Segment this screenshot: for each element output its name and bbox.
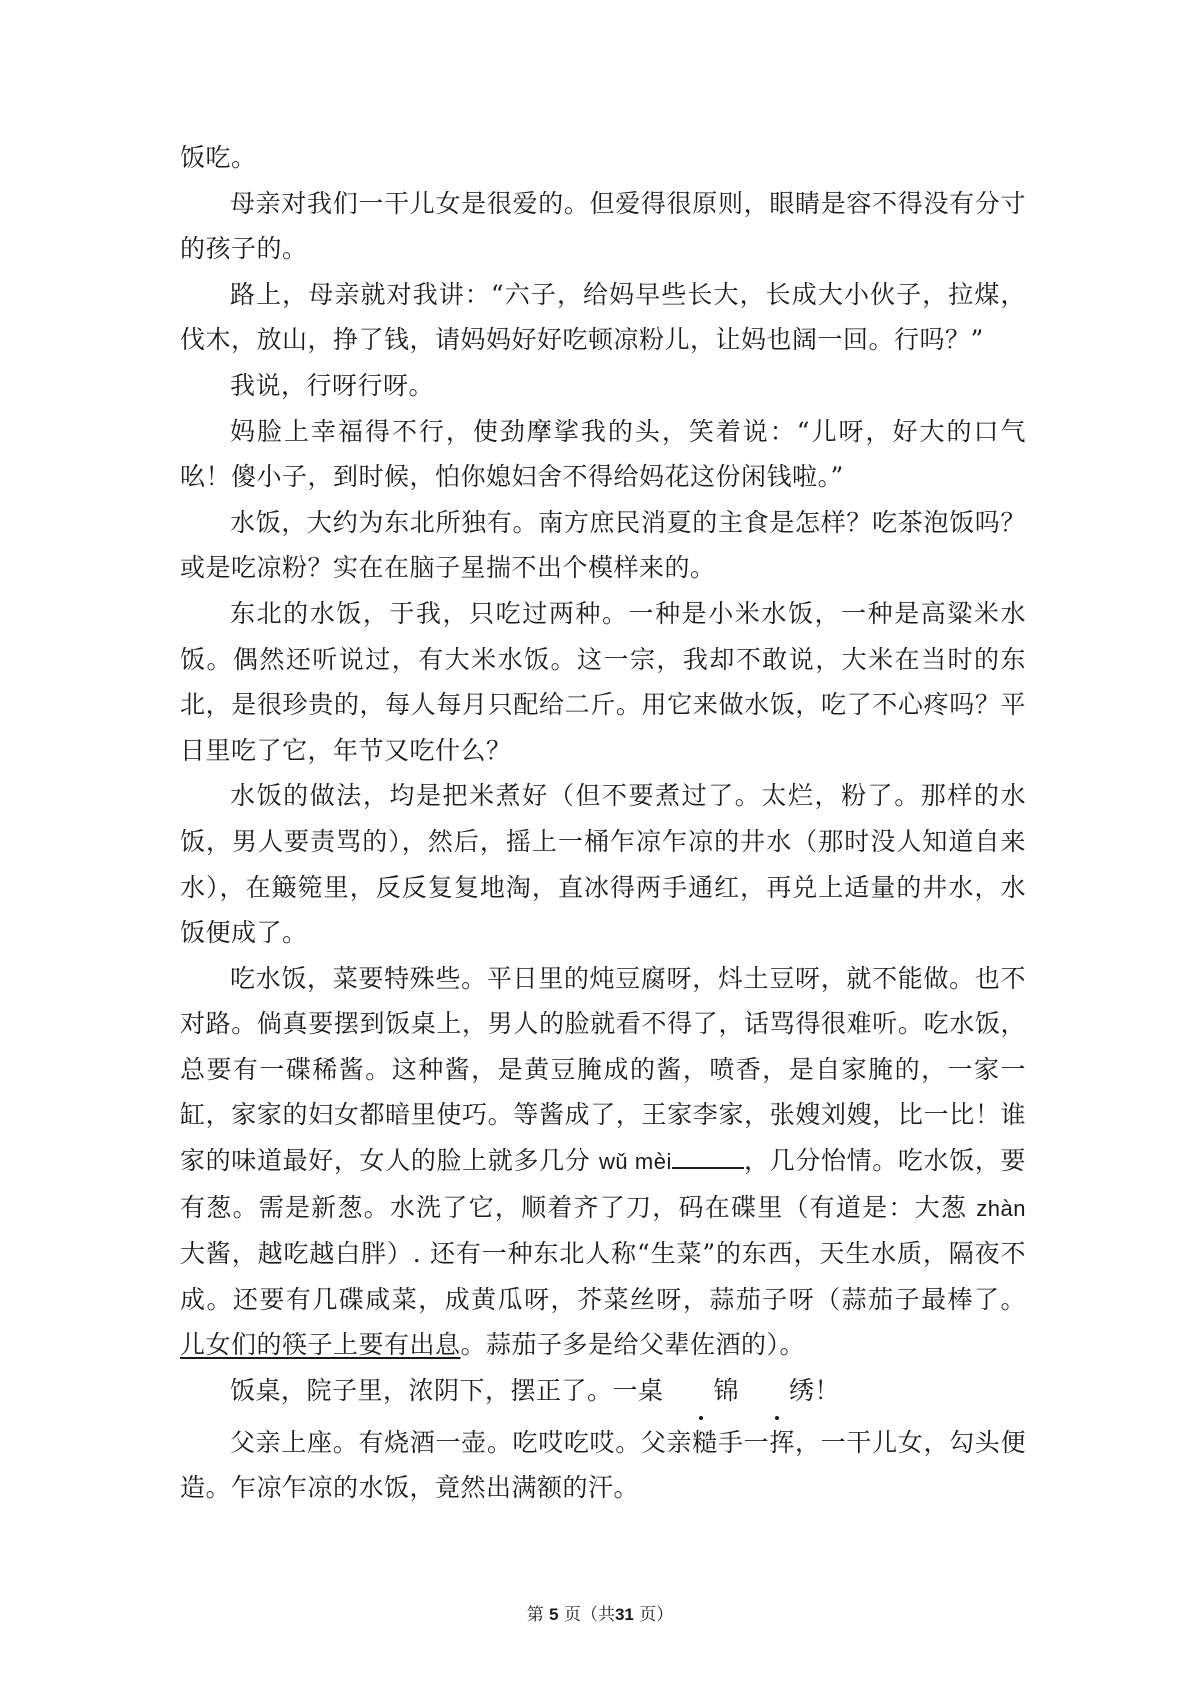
- paragraph: [180, 1368, 1026, 1414]
- paragraph: 父亲上座。有烧酒一壶。吃哎吃哎。父亲糙手一挥，一干儿女，勾头便造。乍凉乍凉的水饭，竟然出满额的汗。: [180, 1427, 1026, 1503]
- text-run: ，几分怡情。吃水饭，要有葱。需是新葱。水洗了它，顺着齐了刀，码在碟里（有道是：大葱: [180, 1146, 1026, 1222]
- paragraph: 路上，母亲就对我讲：“六子，给妈早些长大，长成大小伙子，拉煤，伐木，放山，挣了钱，请妈妈好好吃顿凉粉儿，让妈也阔一回。行吗？”: [180, 279, 1026, 355]
- paragraph: 我说，行呀行呀。: [230, 370, 435, 400]
- total-pages: 31: [614, 1605, 634, 1624]
- paragraph: [180, 956, 1026, 1368]
- text-run: 。蒜茄子多是给父辈佐酒的）。: [460, 1330, 806, 1360]
- emphasis-dot-char: 绣: [739, 1368, 815, 1414]
- page-footer: [0, 1600, 1200, 1625]
- paragraph: 妈脸上幸福得不行，使劲摩挲我的头，笑着说：“儿呀，好大的口气吆！傻小子，到时候，怕你媳妇舍不得给妈花这份闲钱啦。”: [180, 416, 1026, 492]
- emphasis-dot-char: 锦: [664, 1368, 740, 1414]
- footer-suffix: 页）: [639, 1605, 674, 1625]
- article-body: [180, 135, 1026, 1511]
- underlined-sentence: 儿女们的筷子上要有出息: [180, 1330, 461, 1360]
- page-number: 5: [549, 1605, 559, 1624]
- footer-middle: 页（共: [563, 1605, 615, 1625]
- text-run: ！: [814, 1376, 841, 1406]
- paragraph: 水饭的做法，均是把米煮好（但不要煮过了。太烂，粉了。那样的水饭，男人要责骂的），然后，摇上一桶乍凉乍凉的井水（那时没人知道自来水），在簸箢里，反反复复地淘，直冰得两手通红，再兑上适量的井水，水饭便成了。: [180, 781, 1026, 948]
- text-run: 饭桌，院子里，浓阴下，摆正了。一桌: [230, 1376, 664, 1406]
- paragraph: 东北的水饭，于我，只吃过两种。一种是小米水饭，一种是高粱米水饭。偶然还听说过，有大米水饭。这一宗，我却不敢说，大米在当时的东北，是很珍贵的，每人每月只配给二斤。用它来做水饭，吃了不心疼吗？平日里吃了它，年节又吃什么？: [180, 598, 1026, 765]
- fill-in-blank[interactable]: [672, 1145, 744, 1169]
- pinyin-prompt: zhàn: [976, 1195, 1026, 1221]
- pinyin-prompt: wǔ mèi: [599, 1149, 672, 1175]
- paragraph: 母亲对我们一干儿女是很爱的。但爱得很原则，眼睛是容不得没有分寸的孩子的。: [180, 188, 1026, 264]
- paragraph: 饭吃。: [180, 143, 257, 172]
- text-run: 大酱，越吃越白胖）. 还有一种东北人称“生菜”的东西，天生水质，隔夜不成。还要有几碟咸菜，成黄瓜呀，芥菜丝呀，蒜茄子呀（蒜茄子最棒了。: [180, 1239, 1026, 1314]
- footer-prefix: 第: [526, 1605, 544, 1625]
- paragraph: 水饭，大约为东北所独有。南方庶民消夏的主食是怎样？吃茶泡饭吗？或是吃凉粉？实在在脑子星揣不出个模样来的。: [180, 507, 1026, 583]
- text-run: 吃水饭，菜要特殊些。平日里的炖豆腐呀，炓土豆呀，就不能做。也不对路。倘真要摆到饭桌上，男人的脸就看不得了，话骂得很难听。吃水饭，总要有一碟稀酱。这种酱，是黄豆腌成的酱，喷香，是自家腌的，一家一缸，家家的妇女都暗里使巧。等酱成了，王家李家，张嫂刘嫂，比一比！谁家的味道最好，女人的脸上就多几分: [180, 963, 1026, 1176]
